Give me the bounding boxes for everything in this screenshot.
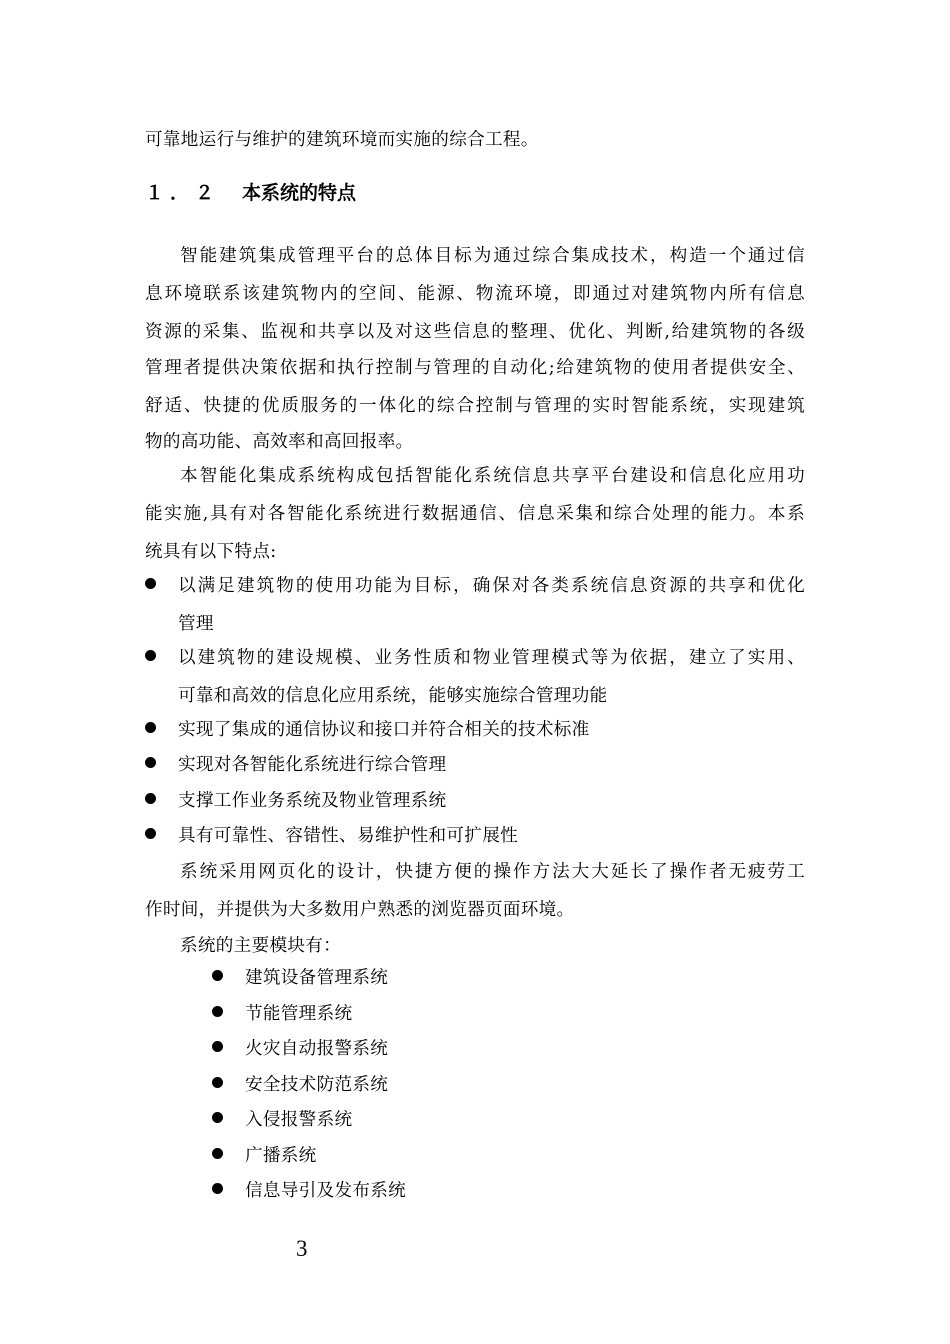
module-name: 广播系统 bbox=[245, 1146, 317, 1166]
paragraph-1-line: 管理者提供决策依据和执行控制与管理的自动化;给建筑物的使用者提供安全、 bbox=[145, 358, 805, 378]
bullet-dot bbox=[145, 578, 156, 589]
feature-text: 以满足建筑物的使用功能为目标，确保对各类系统信息资源的共享和优化 bbox=[178, 576, 805, 596]
feature-text: 实现对各智能化系统进行综合管理 bbox=[178, 755, 447, 775]
paragraph-1-line: 息环境联系该建筑物内的空间、能源、物流环境，即通过对建筑物内所有信息 bbox=[145, 284, 805, 304]
paragraph-3-line: 系统采用网页化的设计，快捷方便的操作方法大大延长了操作者无疲劳工 bbox=[180, 862, 805, 882]
feature-text: 可靠和高效的信息化应用系统，能够实施综合管理功能 bbox=[178, 686, 608, 706]
bullet-dot bbox=[212, 1112, 223, 1123]
feature-text: 以建筑物的建设规模、业务性质和物业管理模式等为依据，建立了实用、 bbox=[178, 648, 805, 668]
paragraph-1-line: 智能建筑集成管理平台的总体目标为通过综合集成技术，构造一个通过信 bbox=[180, 246, 805, 266]
bullet-dot bbox=[212, 1041, 223, 1052]
module-name: 安全技术防范系统 bbox=[245, 1075, 389, 1095]
feature-text: 实现了集成的通信协议和接口并符合相关的技术标准 bbox=[178, 720, 590, 740]
bullet-dot bbox=[212, 1148, 223, 1159]
section-heading bbox=[145, 178, 356, 205]
paragraph-1-line: 资源的采集、监视和共享以及对这些信息的整理、优化、判断,给建筑物的各级 bbox=[145, 322, 805, 342]
module-name: 火灾自动报警系统 bbox=[245, 1039, 389, 1059]
modules-intro: 系统的主要模块有： bbox=[180, 936, 342, 956]
module-name: 信息导引及发布系统 bbox=[245, 1181, 407, 1201]
bullet-dot bbox=[145, 828, 156, 839]
bullet-dot bbox=[145, 757, 156, 768]
paragraph-2-line: 能实施,具有对各智能化系统进行数据通信、信息采集和综合处理的能力。本系 bbox=[145, 504, 805, 524]
carryover-line: 可靠地运行与维护的建筑环境而实施的综合工程。 bbox=[145, 130, 539, 150]
section-title: 本系统的特点 bbox=[242, 182, 357, 204]
paragraph-1-line: 舒适、快捷的优质服务的一体化的综合控制与管理的实时智能系统，实现建筑 bbox=[145, 396, 805, 416]
feature-text: 管理 bbox=[178, 614, 214, 634]
bullet-dot bbox=[212, 1077, 223, 1088]
page-number: 3 bbox=[296, 1236, 308, 1261]
bullet-dot bbox=[145, 793, 156, 804]
bullet-dot bbox=[145, 650, 156, 661]
feature-text: 支撑工作业务系统及物业管理系统 bbox=[178, 791, 447, 811]
paragraph-2-line: 统具有以下特点: bbox=[145, 542, 277, 562]
paragraph-2-line: 本智能化集成系统构成包括智能化系统信息共享平台建设和信息化应用功 bbox=[180, 466, 805, 486]
bullet-dot bbox=[212, 970, 223, 981]
bullet-dot bbox=[212, 1006, 223, 1017]
module-name: 节能管理系统 bbox=[245, 1004, 353, 1024]
section-number: １．２ bbox=[145, 182, 221, 204]
paragraph-3-line: 作时间，并提供为大多数用户熟悉的浏览器页面环境。 bbox=[145, 900, 575, 920]
module-name: 入侵报警系统 bbox=[245, 1110, 353, 1130]
bullet-dot bbox=[145, 722, 156, 733]
feature-text: 具有可靠性、容错性、易维护性和可扩展性 bbox=[178, 826, 518, 846]
bullet-dot bbox=[212, 1183, 223, 1194]
module-name: 建筑设备管理系统 bbox=[245, 968, 389, 988]
paragraph-1-line: 物的高功能、高效率和高回报率。 bbox=[145, 432, 414, 452]
